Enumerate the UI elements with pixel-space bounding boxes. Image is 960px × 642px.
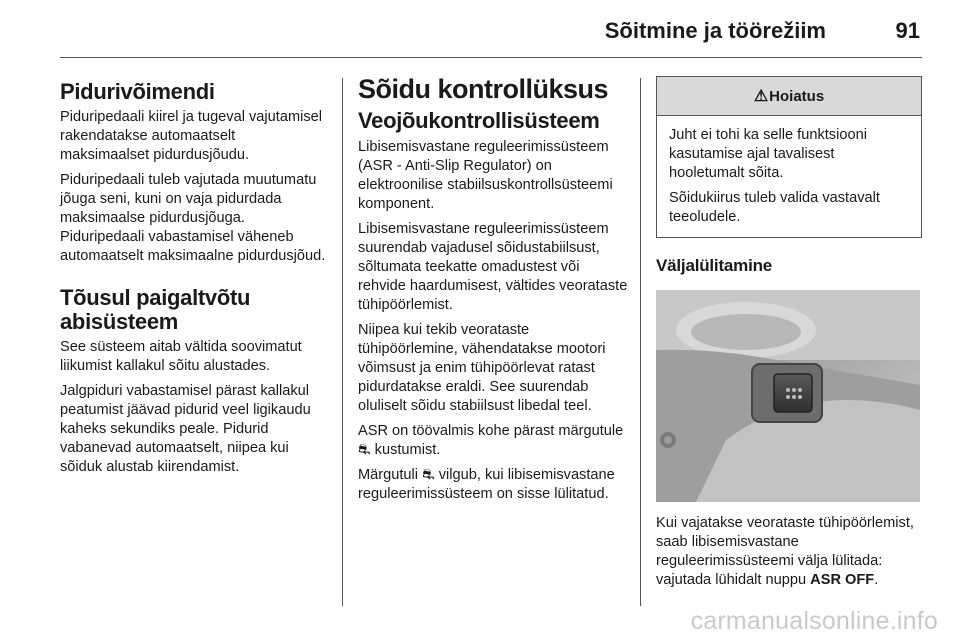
watermark: carmanualsonline.info [690, 607, 938, 635]
text-run: . [874, 572, 879, 588]
paragraph [358, 422, 628, 460]
chapter-title: Sõidu kontrollüksus [358, 74, 609, 104]
traction-control-light-icon: ⛐ [358, 442, 371, 458]
paragraph: Sõidukiirus tuleb valida vastavalt teeoludele. [669, 190, 880, 225]
warning-triangle-icon: ⚠ [753, 88, 769, 105]
page-number: 91 [895, 18, 920, 43]
paragraph [358, 466, 628, 504]
text-run: vilgub, kui libisemisvastane reguleerimissüsteem on sisse lülitatud. [358, 467, 615, 502]
asr-button-photo [656, 290, 920, 502]
text-run: Kui vajatakse veorataste tühipöörlemist, saab libisemisvastane reguleerimissüsteemi välja lülitada: vajutada lühidalt nuppu [656, 515, 914, 588]
warning-box [656, 76, 922, 238]
asr-off-button-label: ASR OFF [810, 572, 875, 588]
column-divider [640, 78, 641, 606]
paragraph: Juht ei tohi ka selle funktsiooni kasutamise ajal tavalisest hooletumalt sõita. [669, 127, 867, 181]
text-run: kustumist. [370, 442, 441, 458]
paragraph: See süsteem aitab vältida soovimatut liikumist kallakul sõitu alustades. [60, 339, 302, 374]
paragraph: Piduripedaali kiirel ja tugeval vajutamisel rakendatakse automaatselt maksimaalset pidurdusjõudu. [60, 109, 323, 163]
paragraph: Jalgpiduri vabastamisel pärast kallakul peatumist jäävad pidurid veel ligikaudu kaheks sekundiks peale. Pidurid vabanevad automaatselt, niipea kui sõiduk alustab kiirendamist. [60, 383, 311, 475]
section-title-traction-control: Veojõukontrollisüsteem [358, 108, 600, 133]
warning-title: Hoiatus [769, 87, 825, 105]
text-run: ASR on töövalmis kohe pärast märgutule [358, 423, 624, 439]
paragraph: Piduripedaali tuleb vajutada muutumatu jõuga seni, kuni on vaja pidurdada maksimaalse pidurdusjõuga. Piduripedaali vabastamisel väheneb automaatselt maksimaalne pidurdusjõud. [60, 172, 326, 264]
paragraph: Libisemisvastane reguleerimissüsteem suurendab vajadusel sõidustabiilsust, sõltumata teekatte omadustest või rehvide haardumisest, vältides veorataste tühipöörlemist. [358, 221, 628, 313]
section-title-hill-start-assist: Tõusul paigaltvõtu abisüsteem [60, 285, 251, 334]
column-divider [342, 78, 343, 606]
warning-header [657, 77, 921, 116]
paragraph [656, 514, 922, 590]
column-left [60, 62, 328, 483]
traction-control-light-icon: ⛐ [422, 467, 435, 483]
warning-body [657, 116, 921, 237]
text-run: Märgutuli [358, 467, 423, 483]
paragraph: Niipea kui tekib veorataste tühipöörlemine, vähendatakse mootori võimsust ja enim tühipöörlevat ratast pidurdatakse eraldi. See suurendab oluliselt sõidu stabiilsust libedal teel. [358, 322, 606, 414]
paragraph: Libisemisvastane reguleerimissüsteem (ASR - Anti-Slip Regulator) on elektroonilise stabiilsuskontrollsüsteemi komponent. [358, 139, 613, 212]
header-title: Sõitmine ja töörežiim [604, 18, 826, 43]
column-middle [358, 62, 628, 510]
section-title-brake-assist: Pidurivõimendi [60, 79, 215, 104]
page-header [60, 0, 922, 58]
section-title-switch-off: Väljalülitamine [656, 256, 773, 275]
column-right [656, 62, 922, 596]
